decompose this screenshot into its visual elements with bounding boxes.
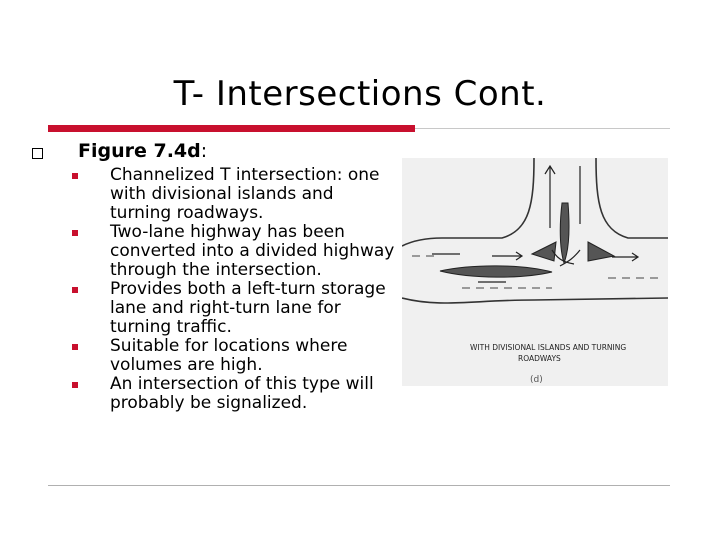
sub-bullet-text: Suitable for locations where volumes are high. xyxy=(110,336,348,375)
red-square-bullet-icon xyxy=(72,382,78,388)
slide-title: T- Intersections Cont. xyxy=(173,74,547,114)
title-underline-red xyxy=(48,125,415,132)
sub-bullet-text: Channelized T intersection: one with divisional islands and turning roadways. xyxy=(110,165,380,223)
figure-sub-label: (d) xyxy=(530,375,543,385)
sub-bullet-item xyxy=(70,337,400,375)
red-square-bullet-icon xyxy=(72,344,78,350)
red-square-bullet-icon xyxy=(72,173,78,179)
figure-caption-line-2: ROADWAYS xyxy=(518,354,561,363)
red-square-bullet-icon xyxy=(72,230,78,236)
title-underline-grey xyxy=(415,128,670,129)
figure-label-bold: Figure 7.4d xyxy=(78,140,201,162)
figure-caption-line-1: WITH DIVISIONAL ISLANDS AND TURNING xyxy=(470,343,627,352)
main-bullet-square-icon xyxy=(32,148,43,159)
sub-bullet-item xyxy=(70,166,400,223)
sub-bullet-item xyxy=(70,223,400,280)
sub-bullet-text: Provides both a left-turn storage lane and right-turn lane for turning traffic. xyxy=(110,279,386,337)
sub-bullet-list xyxy=(70,166,400,413)
sub-bullet-text: Two-lane highway has been converted into a divided highway through the intersection. xyxy=(110,222,395,280)
intersection-figure xyxy=(402,158,668,386)
sub-bullet-text: An intersection of this type will probably be signalized. xyxy=(110,374,374,413)
figure-label-suffix: : xyxy=(200,140,208,162)
sub-bullet-item xyxy=(70,375,400,413)
figure-label xyxy=(78,140,207,162)
red-square-bullet-icon xyxy=(72,287,78,293)
sub-bullet-item xyxy=(70,280,400,337)
bottom-rule xyxy=(48,485,670,486)
